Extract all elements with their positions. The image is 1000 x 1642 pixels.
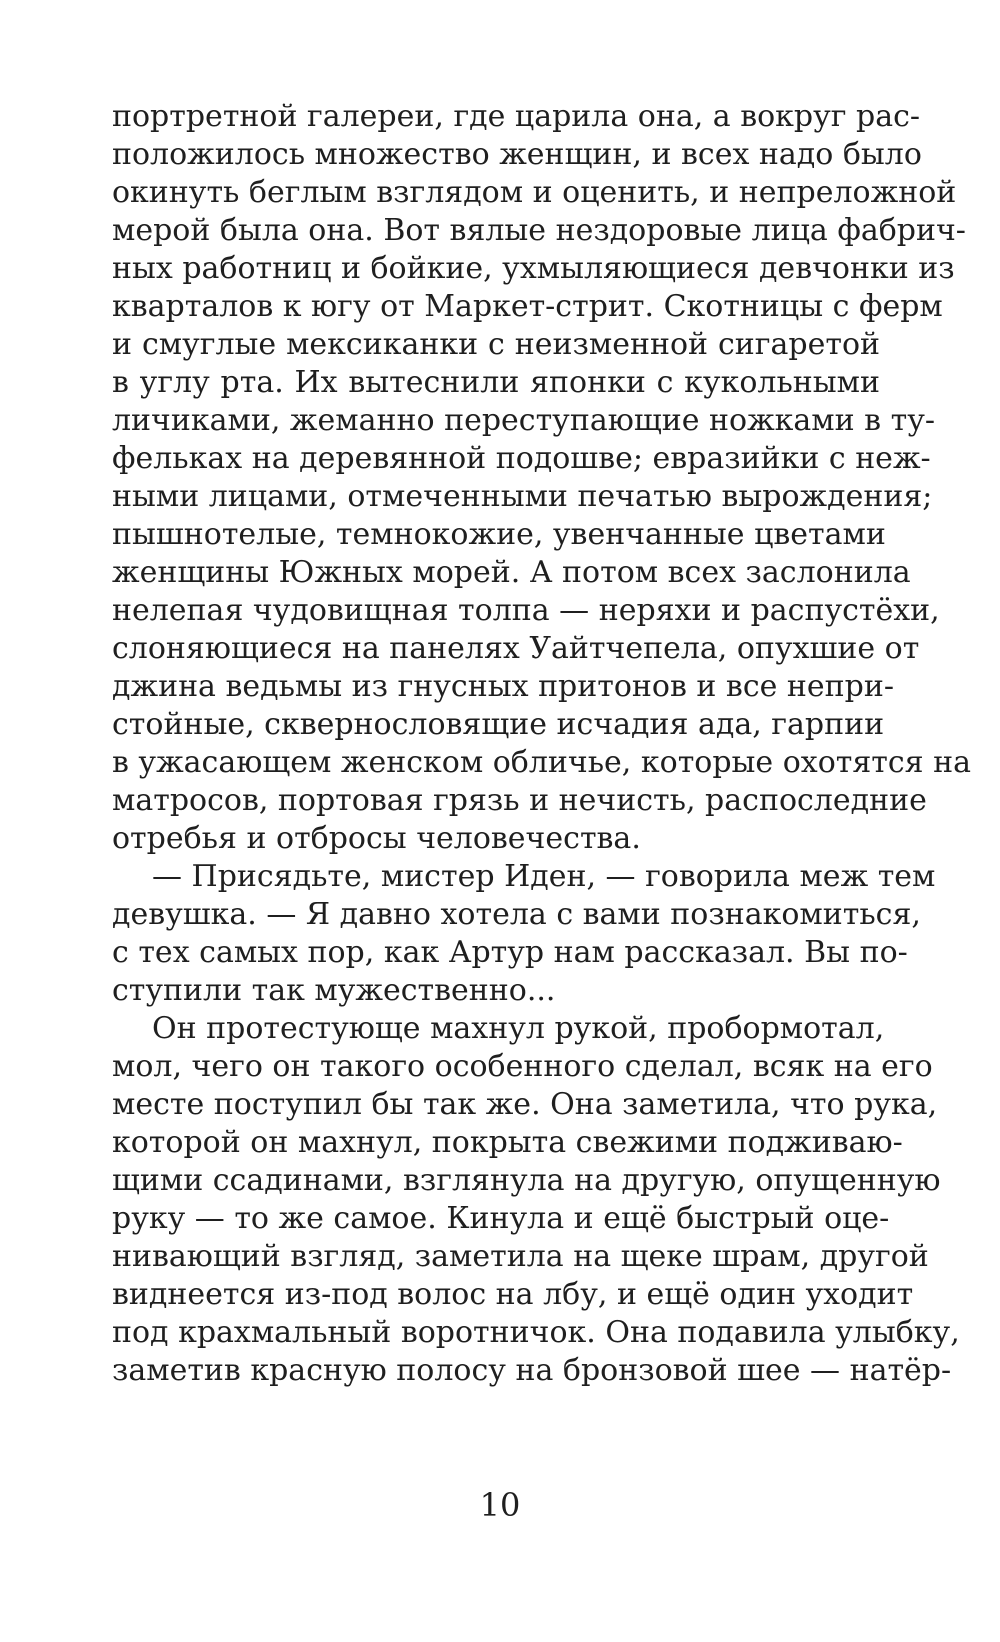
text-line: — Присядьте, мистер Иден, — говорила меж тем xyxy=(152,859,936,894)
text-line: личиками, жеманно переступающие ножками в ту- xyxy=(112,403,935,438)
text-line: девушка. — Я давно хотела с вами познакомиться, xyxy=(112,897,921,932)
text-line: женщины Южных морей. А потом всех заслонила xyxy=(112,555,911,590)
text-line: и смуглые мексиканки с неизменной сигаретой xyxy=(112,327,880,362)
text-line: мол, чего он такого особенного сделал, всяк на его xyxy=(112,1049,933,1084)
text-line: кварталов к югу от Маркет-стрит. Скотницы с ферм xyxy=(112,289,943,324)
text-line: в ужасающем женском обличье, которые охотятся на xyxy=(112,745,972,780)
text-line: окинуть беглым взглядом и оценить, и непреложной xyxy=(112,175,957,210)
text-line: положилось множество женщин, и всех надо было xyxy=(112,137,922,172)
text-line: нивающий взгляд, заметила на щеке шрам, другой xyxy=(112,1239,929,1274)
text-line: джина ведьмы из гнусных притонов и все непри- xyxy=(112,669,894,704)
text-line: щими ссадинами, взглянула на другую, опущенную xyxy=(112,1163,941,1198)
text-line: ных работниц и бойкие, ухмыляющиеся девчонки из xyxy=(112,251,955,286)
text-line: руку — то же самое. Кинула и ещё быстрый оце- xyxy=(112,1201,890,1236)
text-line: с тех самых пор, как Артур нам рассказал. Вы по- xyxy=(112,935,908,970)
text-line: ными лицами, отмеченными печатью вырождения; xyxy=(112,479,933,514)
text-line: пышнотелые, темнокожие, увенчанные цветами xyxy=(112,517,886,552)
text-line: мерой была она. Вот вялые нездоровые лица фабрич- xyxy=(112,213,966,248)
text-line: нелепая чудовищная толпа — неряхи и распустёхи, xyxy=(112,593,940,628)
text-line: заметив красную полосу на бронзовой шее — натёр- xyxy=(112,1353,952,1388)
text-line: Он протестующе махнул рукой, пробормотал, xyxy=(152,1011,885,1046)
text-line: которой он махнул, покрыта свежими подживаю- xyxy=(112,1125,903,1160)
text-line: под крахмальный воротничок. Она подавила улыбку, xyxy=(112,1315,960,1350)
text-line: в углу рта. Их вытеснили японки с кукольными xyxy=(112,365,880,400)
page-number: 10 xyxy=(479,1486,521,1524)
text-line: матросов, портовая грязь и нечисть, распоследние xyxy=(112,783,927,818)
text-line: месте поступил бы так же. Она заметила, что рука, xyxy=(112,1087,938,1122)
text-line: фельках на деревянной подошве; евразийки с неж- xyxy=(112,441,931,476)
text-line: портретной галереи, где царила она, а вокруг рас- xyxy=(112,99,921,134)
text-line: ступили так мужественно... xyxy=(112,973,556,1008)
text-line: слоняющиеся на панелях Уайтчепела, опухшие от xyxy=(112,631,920,666)
text-line: отребья и отбросы человечества. xyxy=(112,821,641,856)
text-line: стойные, сквернословящие исчадия ада, гарпии xyxy=(112,707,885,742)
text-line: виднеется из-под волос на лбу, и ещё один уходит xyxy=(112,1277,914,1312)
